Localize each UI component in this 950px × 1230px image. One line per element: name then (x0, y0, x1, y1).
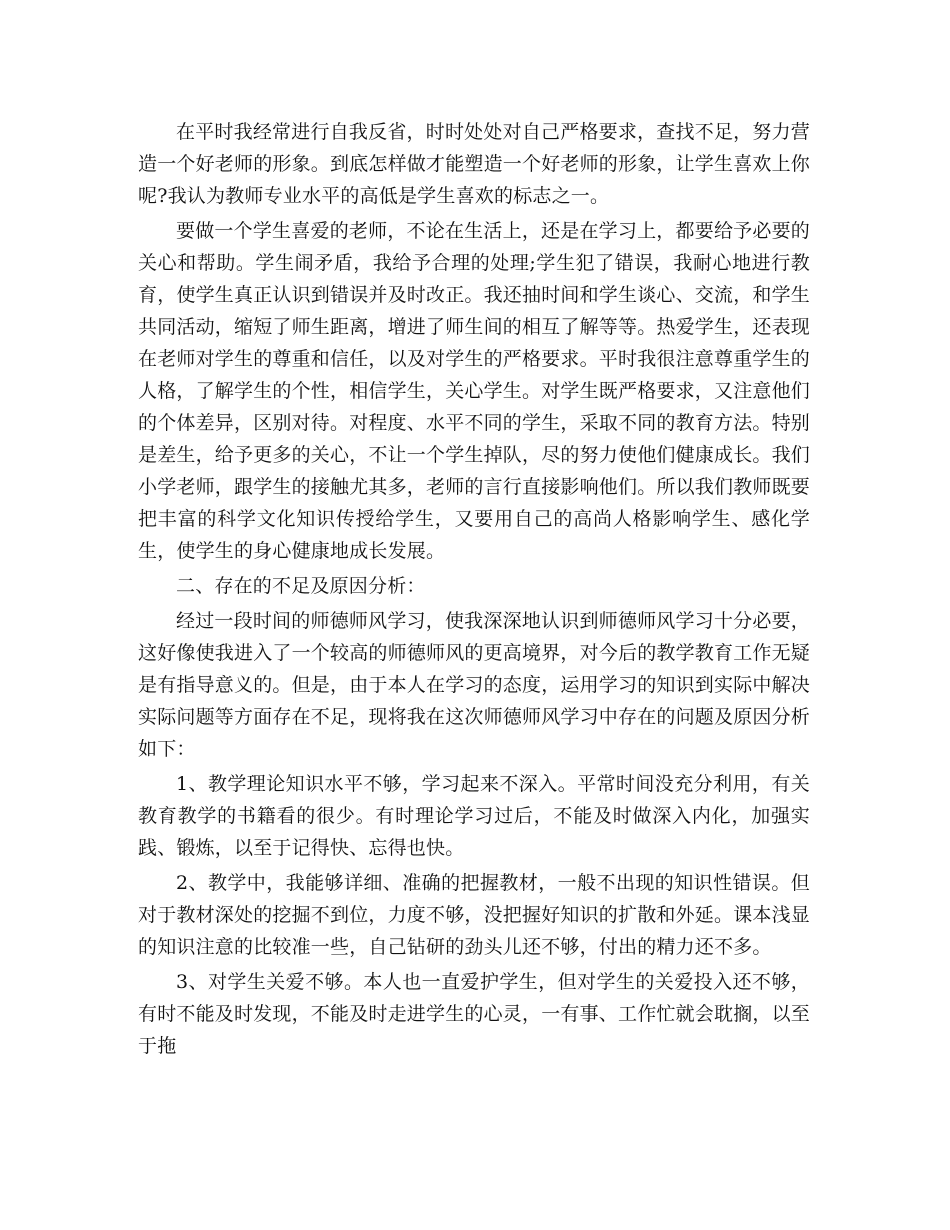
list-item-2-teaching: 2、教学中，我能够详细、准确的把握教材，一般不出现的知识性错误。但对于教材深处的挖掘不到位，力度不够，没把握好知识的扩散和外延。课本浅显的知识注意的比较准一些，自己钻研的劲头儿还不够，付出的精力还不多。 (138, 872, 811, 958)
list-item-1-theory: 1、教学理论知识水平不够，学习起来不深入。平常时间没充分利用，有关教育教学的书籍看的很少。有时理论学习过后，不能及时做深入内化，加强实践、锻炼，以至于记得快、忘得也快。 (138, 773, 810, 859)
list-item-3-student-care: 3、对学生关爱不够。本人也一直爱护学生，但对学生的关爱投入还不够，有时不能及时发现，不能及时走进学生的心灵，一有事、工作忙就会耽搁，以至于拖 (138, 971, 811, 1057)
section-heading-shortcomings: 二、存在的不足及原因分析： (176, 575, 426, 597)
paragraph-study-reflection: 经过一段时间的师德师风学习，使我深深地认识到师德师风学习十分必要，这好像使我进入了一个较高的师德师风的更高境界，对今后的教学教育工作无疑是有指导意义的。但是，由于本人在学习的态度，运用学习的知识到实际中解决实际问题等方面存在不足，现将我在这次师德师风学习中存在的问题及原因分析如下： (138, 610, 811, 760)
paragraph-self-reflection: 在平时我经常进行自我反省，时时处处对自己严格要求，查找不足，努力营造一个好老师的形象。到底怎样做才能塑造一个好老师的形象，让学生喜欢上你呢?我认为教师专业水平的高低是学生喜欢的标志之一。 (138, 121, 811, 207)
document-body (138, 116, 810, 1065)
paragraph-caring-for-students: 要做一个学生喜爱的老师，不论在生活上，还是在学习上，都要给予必要的关心和帮助。学生闹矛盾，我给予合理的处理;学生犯了错误，我耐心地进行教育，使学生真正认识到错误并及时改正。我还抽时间和学生谈心、交流，和学生共同活动，缩短了师生距离，增进了师生间的相互了解等等。热爱学生，还表现在老师对学生的尊重和信任，以及对学生的严格要求。平时我很注意尊重学生的人格，了解学生的个性，相信学生，关心学生。对学生既严格要求，又注意他们的个体差异，区别对待。对程度、水平不同的学生，采取不同的教育方法。特别是差生，给予更多的关心，不让一个学生掉队，尽的努力使他们健康成长。我们小学老师，跟学生的接触尤其多，老师的言行直接影响他们。所以我们教师既要把丰富的科学文化知识传授给学生，又要用自己的高尚人格影响学生、感化学生，使学生的身心健康地成长发展。 (138, 220, 811, 562)
